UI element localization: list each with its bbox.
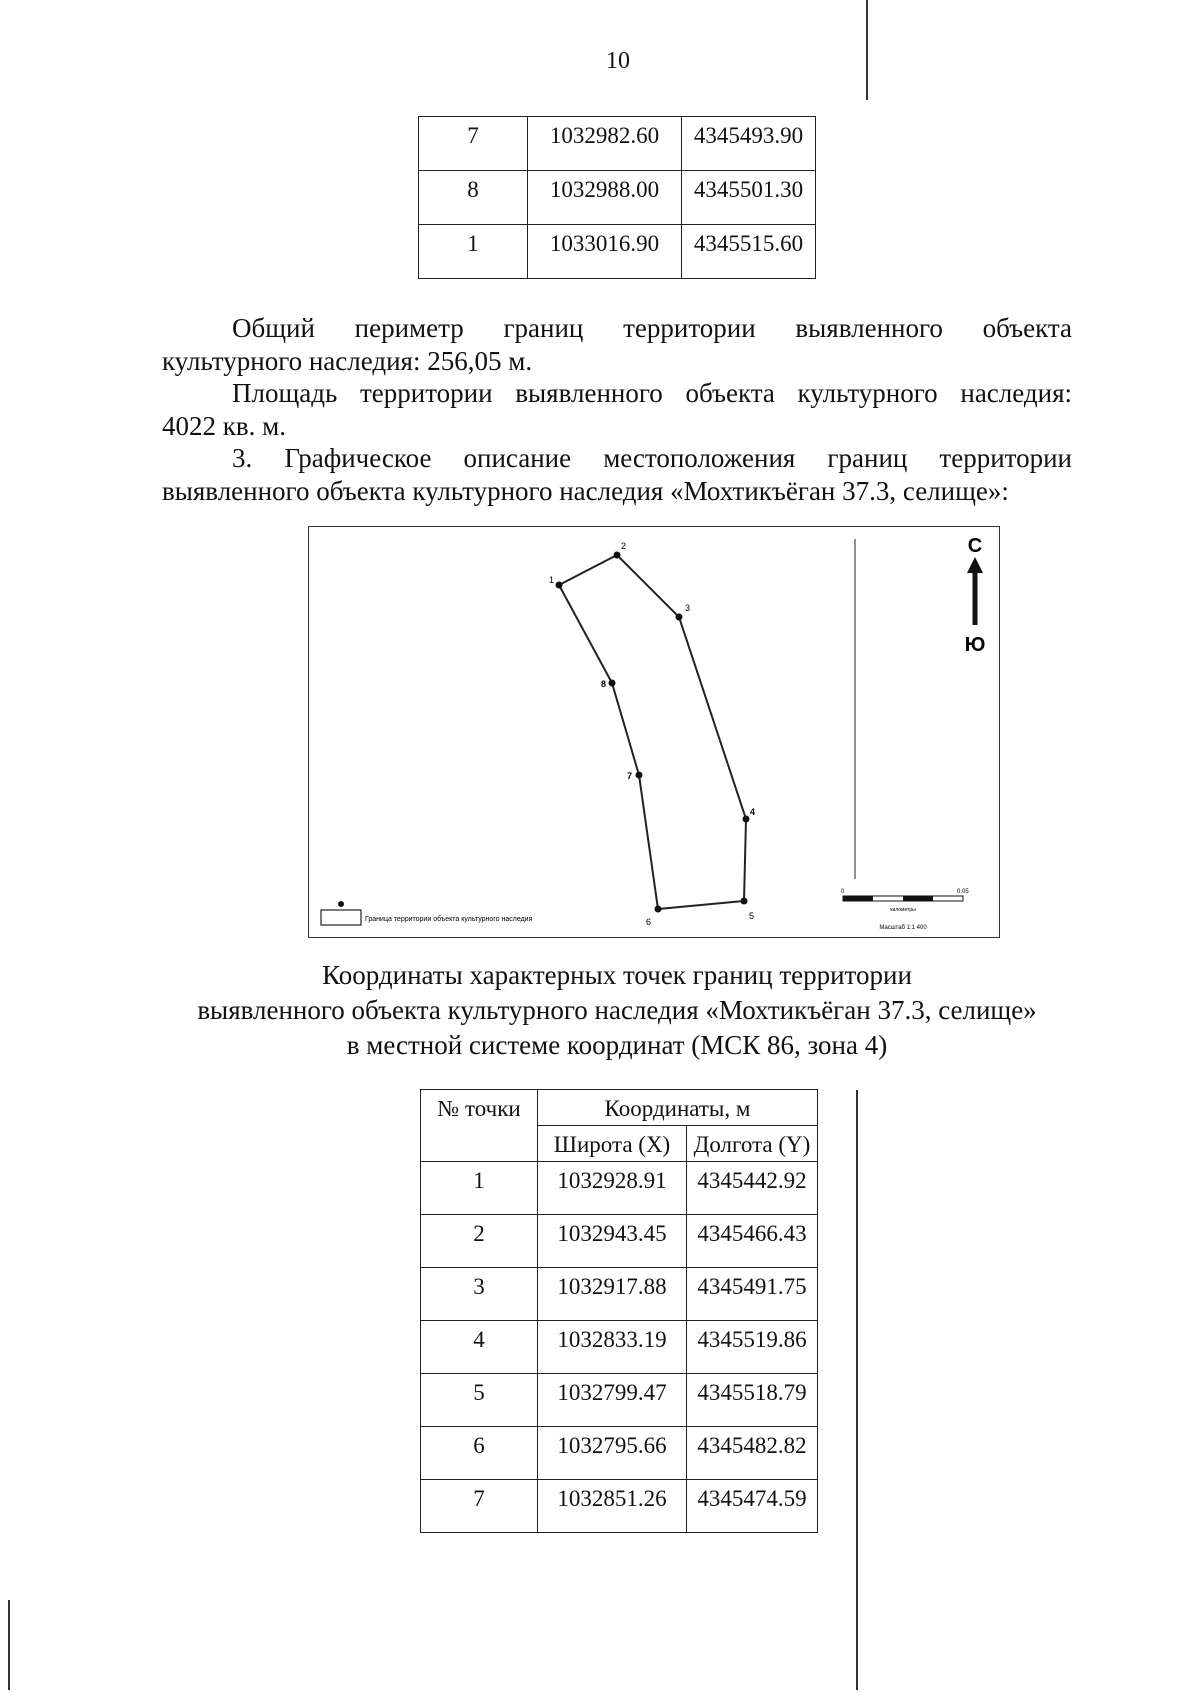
point-label: 6 xyxy=(646,917,652,927)
caption-line: Координаты характерных точек границ территории xyxy=(322,960,912,990)
table-row xyxy=(421,1427,818,1480)
point-number: 1 xyxy=(419,225,528,279)
x-coordinate: 1032943.45 xyxy=(538,1215,687,1268)
y-coordinate: 4345442.92 xyxy=(687,1162,818,1215)
point-number: 8 xyxy=(419,171,528,225)
x-coordinate: 1032928.91 xyxy=(538,1162,687,1215)
y-coordinate: 4345466.43 xyxy=(687,1215,818,1268)
point-number: 4 xyxy=(421,1321,538,1374)
table-row xyxy=(421,1321,818,1374)
boundary-point-marker xyxy=(609,680,616,687)
caption-line: выявленного объекта культурного наследия «Мохтикъёган 37.3, селище» xyxy=(197,995,1037,1025)
bottom-coordinates-table xyxy=(420,1089,818,1533)
column-header-point: № точки xyxy=(421,1090,538,1162)
column-header-coords: Координаты, м xyxy=(538,1090,818,1126)
scale-end-label: 0.05 xyxy=(957,889,969,895)
margin-rule-right-mid xyxy=(856,1090,858,1690)
y-coordinate: 4345519.86 xyxy=(687,1321,818,1374)
scale-start-label: 0 xyxy=(841,889,845,895)
x-coordinate: 1032833.19 xyxy=(538,1321,687,1374)
point-number: 2 xyxy=(421,1215,538,1268)
table-row xyxy=(421,1268,818,1321)
column-header-x: Широта (X) xyxy=(538,1126,687,1162)
boundary-point-marker xyxy=(556,582,563,589)
top-coordinates-table xyxy=(418,116,816,279)
boundary-point-marker xyxy=(743,816,750,823)
table-row xyxy=(421,1215,818,1268)
point-label: 5 xyxy=(749,911,755,921)
paragraph-line: Площадь территории выявленного объекта культурного наследия: xyxy=(232,378,1072,408)
graphic-description-paragraph xyxy=(162,442,1072,508)
point-number: 6 xyxy=(421,1427,538,1480)
south-label: Ю xyxy=(964,634,986,656)
y-coordinate: 4345501.30 xyxy=(682,171,816,225)
table-header-row xyxy=(421,1090,818,1126)
table-row xyxy=(421,1480,818,1533)
territory-boundary xyxy=(559,555,746,909)
scale-text: Масштаб 1:1 400 xyxy=(879,925,927,931)
y-coordinate: 4345518.79 xyxy=(687,1374,818,1427)
y-coordinate: 4345491.75 xyxy=(687,1268,818,1321)
boundary-point-marker xyxy=(741,898,748,905)
caption-line: в местной системе координат (МСК 86, зона 4) xyxy=(346,1030,888,1060)
point-label: 1 xyxy=(549,575,555,585)
coordinates-caption xyxy=(162,958,1072,1063)
page-number: 10 xyxy=(606,48,630,74)
paragraph-line: Общий периметр границ территории выявленного объекта xyxy=(232,313,1072,343)
map-drawing xyxy=(309,527,999,937)
y-coordinate: 4345515.60 xyxy=(682,225,816,279)
x-coordinate: 1032795.66 xyxy=(538,1427,687,1480)
y-coordinate: 4345474.59 xyxy=(687,1480,818,1533)
x-coordinate: 1033016.90 xyxy=(528,225,682,279)
point-number: 7 xyxy=(419,117,528,171)
point-label: 8 xyxy=(601,679,607,689)
x-coordinate: 1032917.88 xyxy=(538,1268,687,1321)
point-number: 7 xyxy=(421,1480,538,1533)
point-number: 5 xyxy=(421,1374,538,1427)
point-number: 1 xyxy=(421,1162,538,1215)
table-row xyxy=(419,171,816,225)
boundary-point-marker xyxy=(614,552,621,559)
column-header-y: Долгота (Y) xyxy=(687,1126,818,1162)
legend-boundary-icon xyxy=(321,910,361,925)
point-label: 7 xyxy=(627,771,633,781)
paragraph-line: культурного наследия: 256,05 м. xyxy=(162,346,533,376)
x-coordinate: 1032982.60 xyxy=(528,117,682,171)
boundary-map xyxy=(308,526,1000,938)
y-coordinate: 4345493.90 xyxy=(682,117,816,171)
x-coordinate: 1032799.47 xyxy=(538,1374,687,1427)
paragraph-line: 4022 кв. м. xyxy=(162,411,286,441)
north-arrow-icon xyxy=(967,557,983,625)
area-paragraph xyxy=(162,377,1072,443)
scale-units: километры xyxy=(890,907,916,913)
x-coordinate: 1032851.26 xyxy=(538,1480,687,1533)
paragraph-line: 3. Графическое описание местоположения границ территории xyxy=(232,443,1072,473)
paragraph-line: выявленного объекта культурного наследия «Мохтикъёган 37.3, селище»: xyxy=(162,476,1009,506)
point-label: 4 xyxy=(750,807,756,817)
boundary-point-marker xyxy=(676,614,683,621)
point-number: 3 xyxy=(421,1268,538,1321)
y-coordinate: 4345482.82 xyxy=(687,1427,818,1480)
margin-rule-left-bottom xyxy=(8,1600,10,1690)
boundary-point-marker xyxy=(655,906,662,913)
table-row xyxy=(419,117,816,171)
legend-point-icon xyxy=(338,901,344,907)
table-row xyxy=(419,225,816,279)
perimeter-paragraph xyxy=(162,312,1072,378)
scale-bar xyxy=(843,896,963,901)
legend-text: Граница территории объекта культурного наследия xyxy=(365,916,533,923)
point-label: 3 xyxy=(685,603,691,613)
table-row xyxy=(421,1162,818,1215)
x-coordinate: 1032988.00 xyxy=(528,171,682,225)
boundary-point-marker xyxy=(636,772,643,779)
north-label: С xyxy=(967,535,983,557)
point-label: 2 xyxy=(621,541,627,551)
table-row xyxy=(421,1374,818,1427)
